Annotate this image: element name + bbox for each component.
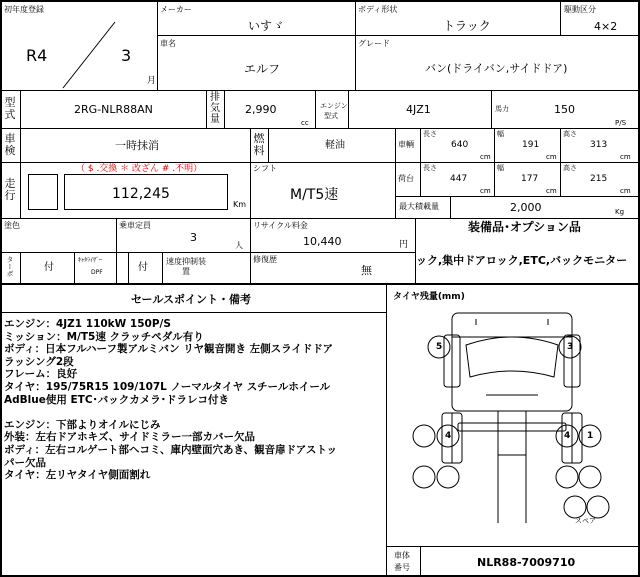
fuel-label: 燃料: [253, 132, 265, 157]
turbo-value: 付: [44, 262, 54, 273]
equipment-title: 装備品･オプション品: [468, 220, 581, 234]
sales-point-line: パー欠品: [4, 456, 46, 469]
engine-type-label-1: エンジン: [320, 102, 348, 110]
grid-line: [386, 546, 640, 547]
grid-line: [395, 196, 640, 197]
grid-line: [206, 90, 207, 128]
grid-line: [128, 252, 129, 284]
recycle-label: リサイクル料金: [253, 221, 308, 230]
vin-value: NLR88-7009710: [477, 556, 576, 569]
grid-line: [560, 0, 561, 35]
max-load-unit: Kg: [615, 208, 625, 216]
recycle-unit: 円: [399, 240, 409, 250]
sales-point-line: ラッシング2段: [4, 355, 74, 368]
fuel-value: 軽油: [325, 140, 345, 151]
sales-point-line: タイヤ：左リヤタイヤ側面割れ: [4, 469, 151, 482]
inspection-label: 車検: [4, 132, 16, 157]
capacity-label: 乗車定員: [119, 221, 151, 230]
grid-line: [348, 90, 349, 128]
cargo-height-value: 215: [590, 174, 608, 184]
max-load-value: 2,000: [510, 201, 542, 214]
sales-point-line: ミッション：M/T5速 クラッチペダル有り: [4, 330, 204, 343]
dpf-label-1: ｷｬﾀﾗｲｻﾞｰ: [78, 257, 103, 264]
cargo-height-unit: cm: [620, 187, 631, 195]
tire-rear-right-inner-value: 4: [564, 431, 571, 441]
tire-spare-circle-1: [564, 496, 586, 518]
grid-line: [20, 128, 21, 218]
dpf-value: 付: [138, 262, 148, 273]
rear-axle: [458, 423, 566, 431]
grid-line: [20, 90, 21, 128]
first-reg-era: R4: [26, 46, 48, 65]
tire-spare-right-inner-circle: [556, 466, 578, 488]
cargo-height-label: 高さ: [563, 164, 577, 172]
engine-type-value: 4JZ1: [406, 103, 431, 116]
grid-line: [157, 35, 640, 36]
tire-spare-left-circle: [413, 466, 435, 488]
grid-line: [74, 252, 75, 284]
dpf-label-2: DPF: [91, 269, 103, 276]
drive-value: 4×2: [594, 20, 618, 33]
cargo-length-unit: cm: [480, 187, 491, 195]
inspection-value: 一時抹消: [115, 139, 159, 152]
sales-point-line: エンジン：4JZ1 110kW 150P/S: [4, 318, 171, 330]
car-name-label: 車名: [160, 39, 176, 48]
grid-line: [355, 0, 356, 90]
mileage-unit: Km: [233, 200, 247, 209]
cab-outline: [452, 313, 572, 411]
grid-line: [315, 90, 316, 128]
horsepower-label: 馬力: [495, 105, 509, 113]
body-type-value: トラック: [443, 19, 491, 33]
sales-point-line: エンジン：下部よりオイルにじみ: [4, 418, 161, 431]
grid-line: [0, 283, 640, 285]
shift-label: シフト: [253, 164, 277, 173]
sales-point-line: AdBlue使用 ETC･バックカメラ･ドラレコ付き: [4, 393, 230, 406]
capacity-unit: 人: [235, 241, 243, 250]
grid-line: [491, 90, 492, 128]
cargo-length-value: 447: [450, 174, 468, 184]
tire-rear-left-outer-circle: [413, 425, 435, 447]
mileage-warning: （ $ .交換 ＊ 改ざん # .不明）: [76, 164, 203, 174]
tire-title: タイヤ残量(mm): [393, 292, 465, 302]
grid-line: [250, 162, 251, 218]
cargo-length-label: 長さ: [423, 164, 437, 172]
drive-label: 駆動区分: [564, 5, 596, 14]
body-length-value: 640: [451, 140, 469, 150]
recycle-value: 10,440: [303, 235, 342, 248]
grid-line: [420, 128, 421, 196]
first-reg-month: 3: [121, 46, 132, 65]
grid-line: [20, 252, 21, 284]
displacement-value: 2,990: [245, 103, 277, 116]
body-height-label: 高さ: [563, 130, 577, 138]
sales-points-notes: [4, 318, 386, 482]
grid-line: [162, 252, 163, 284]
mileage-value: 112,245: [112, 186, 170, 202]
cargo-dims-label: 荷台: [398, 174, 414, 183]
grid-line: [250, 128, 251, 162]
model-label: 型式: [4, 96, 16, 121]
grade-label: グレード: [358, 39, 390, 48]
sales-point-line: ボディ：日本フルハーフ製アルミバン リヤ観音開き 左側スライドドア: [4, 343, 334, 356]
repair-value: 無: [361, 264, 372, 277]
body-length-label: 長さ: [423, 130, 437, 138]
grid-line: [0, 90, 640, 91]
mileage-label: 走行: [4, 177, 16, 202]
tire-spare-left-inner-circle: [437, 466, 459, 488]
turbo-label: ターボ: [6, 256, 14, 277]
maker-label: メーカー: [160, 5, 192, 14]
first-reg-month-unit: 月: [147, 76, 157, 86]
sales-point-line: [4, 406, 386, 419]
equipment-value: ック,集中ドアロック,ETC,バックモニター: [416, 254, 628, 267]
cab-windshield: [466, 337, 558, 377]
body-width-label: 幅: [497, 130, 504, 138]
vin-label-1: 車体: [394, 551, 410, 560]
equipment-value-clip: [416, 253, 640, 269]
body-height-value: 313: [590, 140, 608, 150]
maker-value: いすゞ: [248, 19, 285, 33]
truck-tire-diagram: [386, 305, 640, 546]
first-reg-label: 初年度登録: [4, 5, 44, 14]
grade-value: バン(ドライバン,サイドドア): [425, 62, 568, 75]
sales-point-line: 外装：左右ドアホキズ、サイドミラー一部カバー欠品: [4, 431, 256, 444]
tire-rear-left-inner-value: 4: [445, 431, 452, 441]
grid-line: [395, 128, 396, 218]
cargo-width-label: 幅: [497, 164, 504, 172]
grid-line: [157, 0, 158, 90]
body-width-value: 191: [522, 140, 540, 150]
displacement-label: 排気量: [210, 92, 220, 125]
grid-line: [0, 162, 640, 163]
grid-line: [494, 128, 495, 196]
mileage-check-box: [28, 174, 58, 210]
horsepower-value: 150: [554, 103, 575, 116]
body-width-unit: cm: [546, 153, 557, 161]
body-type-label: ボディ形状: [358, 5, 398, 14]
tire-spare-label: スペア: [575, 517, 596, 525]
grid-line: [560, 128, 561, 196]
max-load-label: 最大積載量: [399, 202, 439, 211]
grid-line: [268, 128, 269, 162]
grid-line: [420, 546, 421, 577]
tire-front-left-value: 5: [436, 342, 443, 352]
vin-label-2: 番号: [394, 563, 410, 572]
sales-point-line: フレーム：良好: [4, 368, 78, 381]
car-name-value: エルフ: [244, 62, 281, 76]
model-value: 2RG-NLR88AN: [74, 103, 153, 116]
grid-line: [415, 218, 416, 285]
shift-value: M/T5速: [290, 187, 339, 203]
tire-spare-circle-2: [587, 496, 609, 518]
sales-points-title: セールスポイント・備考: [131, 293, 252, 306]
sales-point-line: タイヤ：195/75R15 109/107L ノーマルタイヤ スチールホイール: [4, 380, 331, 393]
grid-line: [450, 196, 451, 218]
displacement-unit: cc: [301, 119, 309, 127]
grid-line: [0, 218, 640, 219]
speed-limiter-label: 速度抑制装置: [166, 257, 206, 276]
body-dims-label: 車輌: [398, 140, 414, 149]
tire-front-right-value: 3: [567, 342, 574, 352]
tire-spare-right-outer-circle: [579, 466, 601, 488]
cargo-width-value: 177: [521, 174, 539, 184]
grid-line: [0, 252, 415, 253]
grid-line: [0, 312, 386, 313]
grid-line: [224, 90, 225, 128]
grid-line: [250, 218, 251, 285]
color-label: 塗色: [4, 221, 20, 230]
repair-label: 修復歴: [253, 255, 277, 264]
sales-point-line: ボディ：左右コルゲート部ヘコミ、庫内壁面穴あき、観音扉ドアストッ: [4, 443, 338, 456]
capacity-value: 3: [190, 231, 197, 244]
tire-rear-right-outer-value: 1: [587, 431, 594, 441]
grid-line: [116, 218, 117, 285]
body-height-unit: cm: [620, 153, 631, 161]
engine-type-label-2: 型式: [324, 112, 338, 120]
cargo-width-unit: cm: [546, 187, 557, 195]
first-reg-slash: [60, 20, 120, 90]
grid-line: [0, 128, 640, 129]
horsepower-unit: P/S: [615, 119, 627, 127]
body-length-unit: cm: [480, 153, 491, 161]
